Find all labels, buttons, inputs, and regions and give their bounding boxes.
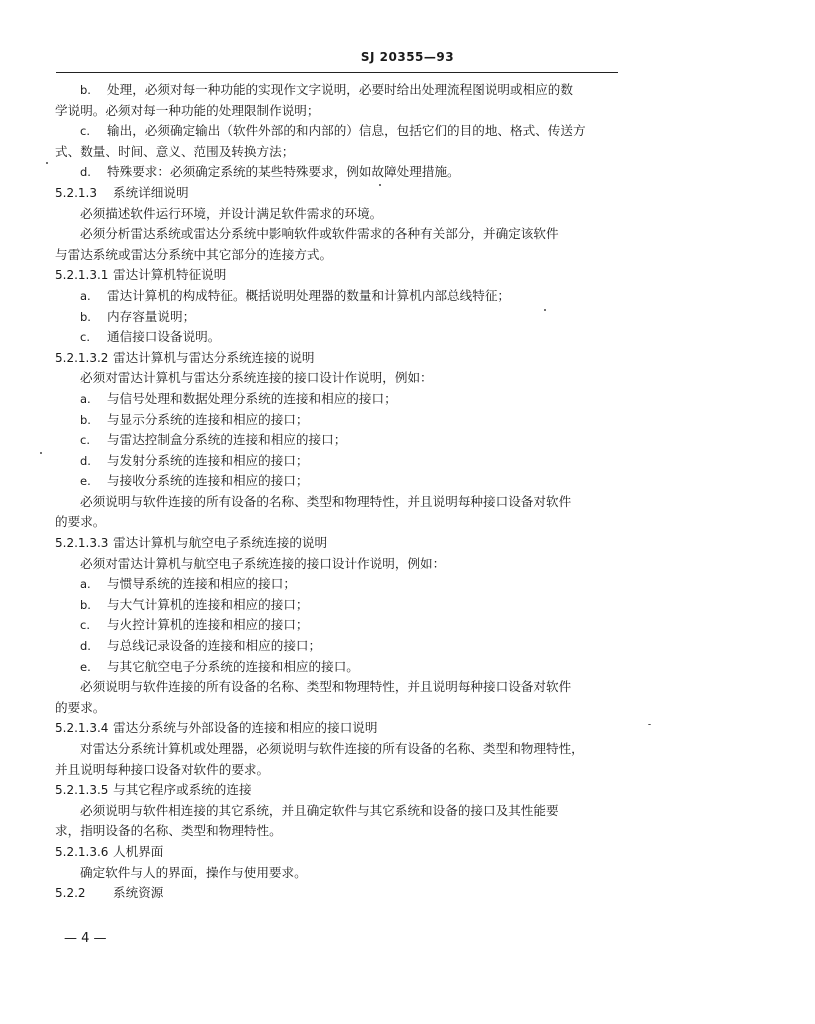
list-item-text: 通信接口设备说明。 <box>107 329 221 345</box>
list-item <box>55 327 623 348</box>
section-heading <box>55 883 623 904</box>
list-item <box>55 451 623 472</box>
scan-speck <box>544 309 546 311</box>
paragraph-continuation: 求，指明设备的名称、类型和物理特性。 <box>55 823 282 839</box>
list-marker: a. <box>80 288 91 303</box>
paragraph-line: 必须说明与软件连接的所有设备的名称、类型和物理特性，并且说明每种接口设备对软件 <box>80 493 572 509</box>
list-marker: b. <box>80 83 91 97</box>
section-number: 5.2.1.3.6 <box>55 844 109 859</box>
list-item-text: 输出，必须确定输出（软件外部的和内部的）信息，包括它们的目的地、格式、传送方 <box>107 123 586 139</box>
list-item <box>55 286 623 307</box>
list-marker: c. <box>80 433 90 448</box>
list-marker: d. <box>80 453 91 468</box>
section-title: 雷达计算机与雷达分系统连接的说明 <box>113 349 315 365</box>
list-item-text: 与大气计算机的连接和相应的接口； <box>107 596 309 612</box>
list-item-text: 雷达计算机的构成特征。概括说明处理器的数量和计算机内部总线特征； <box>107 287 510 303</box>
list-item-text: 与火控计算机的连接和相应的接口； <box>107 617 309 633</box>
scan-speck <box>40 452 42 454</box>
list-item <box>55 615 623 636</box>
section-title: 系统详细说明 <box>113 184 189 200</box>
list-item-text: 处理，必须对每一种功能的实现作文字说明，必要时给出处理流程图说明或相应的数 <box>107 82 573 97</box>
paragraph-line: 必须对雷达计算机与雷达分系统连接的接口设计作说明，例如： <box>80 370 433 386</box>
list-marker: c. <box>80 330 90 345</box>
list-item-text: 与惯导系统的连接和相应的接口； <box>107 576 296 592</box>
section-heading <box>55 780 623 801</box>
section-number: 5.2.1.3.2 <box>55 350 109 365</box>
section-heading <box>55 265 623 286</box>
list-item <box>55 307 623 328</box>
list-item <box>55 574 623 595</box>
paragraph-continuation: 的要求。 <box>55 514 106 530</box>
list-marker: b. <box>80 309 91 324</box>
list-marker: a. <box>80 391 91 406</box>
list-item <box>55 595 623 616</box>
list-item <box>55 121 623 142</box>
paragraph-line: 必须说明与软件相连接的其它系统，并且确定软件与其它系统和设备的接口及其性能要 <box>80 802 559 818</box>
paragraph-line: 必须对雷达计算机与航空电子系统连接的接口设计作说明，例如： <box>80 555 446 571</box>
section-title: 人机界面 <box>113 843 164 859</box>
list-item-text: 与总线记录设备的连接和相应的接口； <box>107 638 322 654</box>
paragraph-line: 必须分析雷达系统或雷达分系统中影响软件或软件需求的各种有关部分，并确定该软件 <box>80 226 559 242</box>
scan-speck <box>379 184 381 186</box>
list-marker: d. <box>80 639 91 654</box>
list-item <box>55 430 623 451</box>
scan-speck <box>648 724 651 725</box>
section-title: 与其它程序或系统的连接 <box>113 782 252 798</box>
list-marker: e. <box>80 474 91 489</box>
paragraph-line: 确定软件与人的界面，操作与使用要求。 <box>80 864 307 880</box>
paragraph-continuation: 式、数量、时间、意义、范围及转换方法； <box>55 143 295 159</box>
document-body <box>55 80 623 904</box>
list-marker: c. <box>80 618 90 633</box>
list-item-text: 与显示分系统的连接和相应的接口； <box>107 411 309 427</box>
list-marker: a. <box>80 577 91 592</box>
list-item <box>55 410 623 431</box>
section-heading <box>55 348 623 369</box>
header-rule <box>56 72 618 73</box>
list-item-text: 特殊要求：必须确定系统的某些特殊要求，例如故障处理措施。 <box>107 164 460 180</box>
list-marker: b. <box>80 597 91 612</box>
section-heading <box>55 533 623 554</box>
list-marker: c. <box>80 124 90 139</box>
paragraph-continuation: 学说明。必须对每一种功能的处理限制作说明； <box>55 102 320 118</box>
list-marker: e. <box>80 659 91 674</box>
list-item <box>55 80 623 101</box>
list-item-text: 与发射分系统的连接和相应的接口； <box>107 452 309 468</box>
section-number: 5.2.1.3.4 <box>55 721 109 736</box>
list-item <box>55 636 623 657</box>
list-marker: b. <box>80 412 91 427</box>
page-number: — 4 — <box>64 931 107 946</box>
list-item <box>55 162 623 183</box>
list-item <box>55 471 623 492</box>
list-item-text: 与雷达控制盒分系统的连接和相应的接口； <box>107 432 347 448</box>
section-number: 5.2.1.3.1 <box>55 268 109 283</box>
paragraph-line: 必须说明与软件连接的所有设备的名称、类型和物理特性，并且说明每种接口设备对软件 <box>80 679 572 695</box>
section-title: 雷达计算机与航空电子系统连接的说明 <box>113 535 328 551</box>
section-heading <box>55 842 623 863</box>
list-item-text: 与信号处理和数据处理分系统的连接和相应的接口； <box>107 390 397 406</box>
section-title: 系统资源 <box>113 885 164 901</box>
scan-speck <box>46 162 48 164</box>
section-number: 5.2.1.3 <box>55 185 97 200</box>
list-item <box>55 657 623 678</box>
section-number: 5.2.2 <box>55 886 86 901</box>
section-number: 5.2.1.3.3 <box>55 536 109 551</box>
document-header: SJ 20355—93 <box>360 50 455 64</box>
paragraph-continuation: 的要求。 <box>55 699 106 715</box>
section-heading <box>55 718 623 739</box>
paragraph-continuation: 并且说明每种接口设备对软件的要求。 <box>55 761 270 777</box>
paragraph-line: 必须描述软件运行环境，并设计满足软件需求的环境。 <box>80 205 383 221</box>
list-item <box>55 389 623 410</box>
list-item-text: 内存容量说明； <box>107 308 196 324</box>
section-title: 雷达计算机特征说明 <box>113 267 227 283</box>
paragraph-continuation: 与雷达系统或雷达分系统中其它部分的连接方式。 <box>55 246 333 262</box>
list-item-text: 与接收分系统的连接和相应的接口； <box>107 473 309 489</box>
section-heading <box>55 183 623 204</box>
list-marker: d. <box>80 165 91 180</box>
paragraph-line: 对雷达分系统计算机或处理器，必须说明与软件连接的所有设备的名称、类型和物理特性， <box>80 741 584 756</box>
section-number: 5.2.1.3.5 <box>55 783 109 798</box>
list-item-text: 与其它航空电子分系统的连接和相应的接口。 <box>107 658 359 674</box>
section-title: 雷达分系统与外部设备的连接和相应的接口说明 <box>113 720 378 736</box>
